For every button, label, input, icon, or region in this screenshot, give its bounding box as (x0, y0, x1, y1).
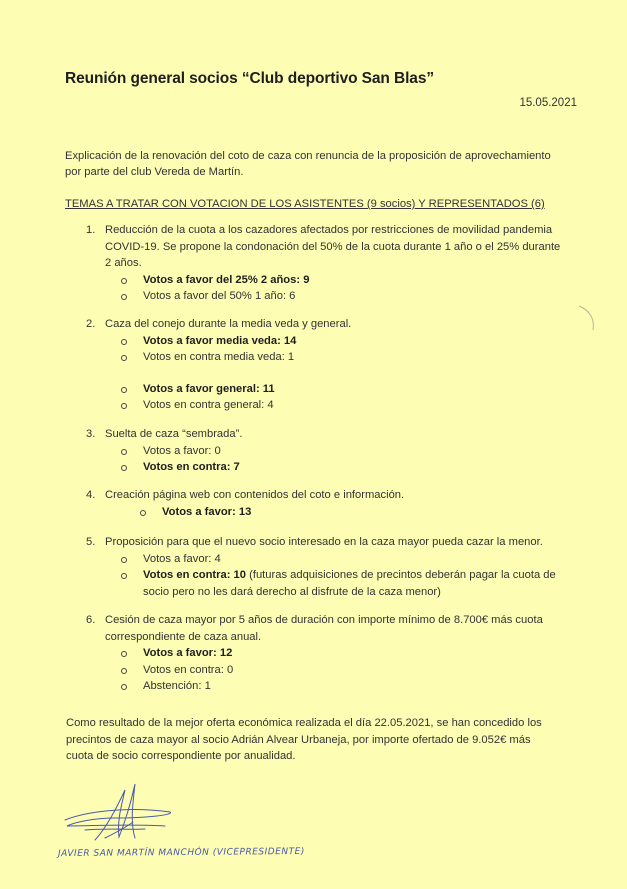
vote-line (143, 662, 566, 679)
vote-label: Votos a favor del 50% 1 año: 6 (143, 290, 296, 302)
spacer (86, 366, 566, 381)
agenda-item-3 (86, 426, 566, 476)
item-number: 6. (86, 614, 96, 626)
item-number: 5. (86, 536, 96, 548)
vote-label: Votos en contra: 10 (143, 569, 246, 581)
item-number: 1. (86, 224, 96, 236)
conclusion-paragraph: Como resultado de la mejor oferta económica realizada el día 22.05.2021, se han concedido los precintos de caza mayor al socio Adrián Alvear Urbaneja, por importe ofertado de 9.052€ más cuota de socio correspondiente por anualidad. (66, 717, 542, 762)
vote-line (143, 381, 566, 398)
circle-bullet-icon (121, 573, 127, 579)
circle-bullet-icon (121, 651, 127, 657)
circle-bullet-icon (121, 355, 127, 361)
item-text: Proposición para que el nuevo socio interesado en la caza mayor pueda cazar la menor. (105, 536, 543, 548)
item-text: Cesión de caza mayor por 5 años de duración con importe mínimo de 8.700€ más cuota correspondiente de caza anual. (105, 614, 543, 643)
circle-bullet-icon (121, 684, 127, 690)
handwritten-signature (55, 782, 185, 852)
vote-label: Votos en contra media veda: 1 (143, 351, 295, 363)
vote-line (143, 678, 566, 695)
vote-label: Votos a favor: 12 (143, 647, 233, 659)
vote-line (162, 504, 566, 521)
item-number: 4. (86, 489, 96, 501)
vote-label: Votos a favor: 13 (162, 505, 252, 518)
vote-label: Votos a favor del 25% 2 años: 9 (143, 273, 310, 286)
vote-line (143, 349, 566, 366)
document-title: Reunión general socios “Club deportivo San Blas” (65, 70, 434, 87)
signature-name: JAVIER SAN MARTÍN MANCHÓN (VICEPRESIDENTE) (57, 846, 305, 860)
vote-line (143, 288, 566, 305)
circle-bullet-icon (121, 278, 127, 284)
circle-bullet-icon (121, 465, 127, 471)
vote-line (143, 443, 566, 460)
item-text: Creación página web con contenidos del coto e información. (105, 489, 405, 501)
circle-bullet-icon (121, 339, 127, 345)
circle-bullet-icon (121, 557, 127, 563)
curve-mark (579, 306, 593, 330)
agenda-item-2 (86, 316, 566, 414)
circle-bullet-icon (121, 387, 127, 393)
vote-label: Votos en contra general: 4 (143, 399, 274, 411)
agenda-item-1 (86, 222, 566, 305)
item-number: 3. (86, 428, 96, 440)
item-number: 2. (86, 318, 96, 330)
vote-line (143, 645, 566, 662)
vote-label: Votos a favor: 0 (143, 444, 221, 457)
vote-label: Votos a favor: 4 (143, 552, 221, 565)
circle-bullet-icon (121, 449, 127, 455)
item-text: Reducción de la cuota a los cazadores afectados por restricciones de movilidad pandemia COVID-19. Se propone la condonación del 50% de la cuota durante 1 año o el 25% durante 2 años. (105, 224, 561, 269)
circle-bullet-icon (140, 510, 146, 516)
vote-line (143, 272, 566, 289)
vote-label: Abstención: 1 (143, 680, 211, 692)
vote-line (143, 551, 566, 568)
topics-heading: TEMAS A TRATAR CON VOTACION DE LOS ASISTENTES (9 socios) Y REPRESENTADOS (6) (65, 198, 545, 210)
vote-line (143, 333, 566, 350)
agenda-item-6 (86, 612, 566, 695)
document-date: 15.05.2021 (519, 97, 577, 109)
vote-label: Votos en contra: 7 (143, 461, 240, 473)
vote-label: Votos a favor general: 11 (143, 382, 275, 395)
circle-bullet-icon (121, 668, 127, 674)
agenda-item-5 (86, 534, 566, 600)
signature-strokes (65, 784, 171, 840)
item-text: Suelta de caza “sembrada”. (105, 428, 243, 440)
circle-bullet-icon (121, 403, 127, 409)
vote-line (143, 397, 566, 414)
vote-label: Votos a favor media veda: 14 (143, 334, 297, 347)
circle-bullet-icon (121, 294, 127, 300)
margin-pencil-mark (575, 300, 605, 340)
vote-note: (futuras adquisiciones de precintos deberán pagar la cuota de socio pero no les dará derecho al disfrute de la caza menor) (143, 569, 556, 598)
vote-line (143, 459, 566, 476)
item-text: Caza del conejo durante la media veda y general. (105, 318, 352, 330)
vote-label: Votos en contra: 0 (143, 663, 234, 676)
intro-paragraph: Explicación de la renovación del coto de caza con renuncia de la proposición de aprovechamiento por parte del club Vereda de Martín. (65, 150, 551, 178)
agenda-item-4 (86, 487, 566, 520)
vote-line (143, 567, 563, 600)
